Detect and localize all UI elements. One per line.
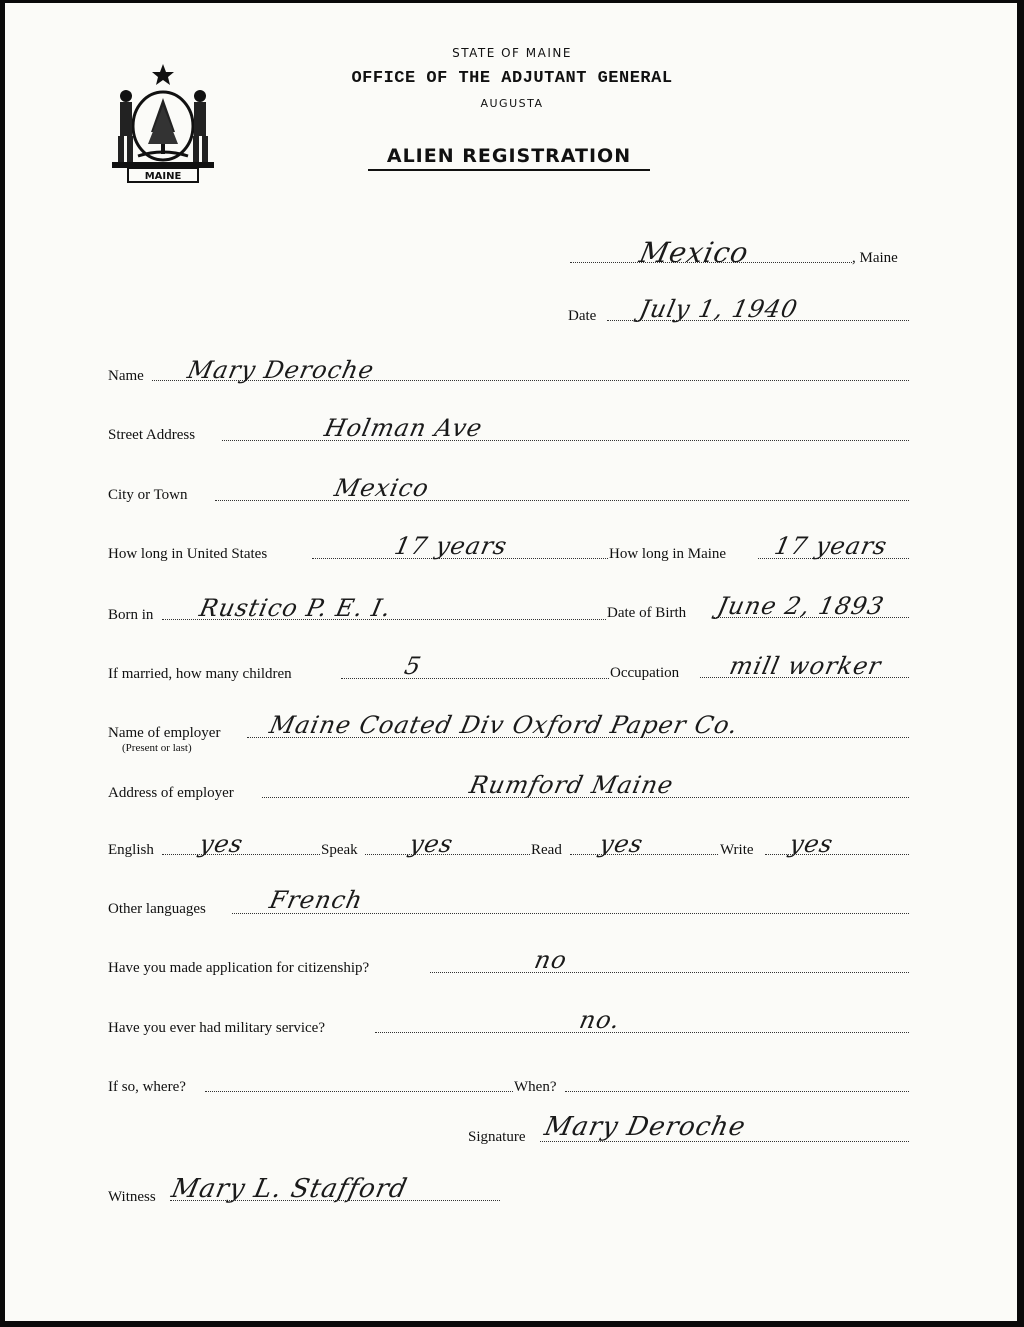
date-of-birth-value: June 2, 1893 <box>715 592 887 620</box>
name-value: Mary Deroche <box>185 356 377 384</box>
employer-value: Maine Coated Div Oxford Paper Co. <box>267 711 741 739</box>
maine-label: , Maine <box>852 250 898 266</box>
witness-label: Witness <box>108 1189 156 1205</box>
how-long-maine-label: How long in Maine <box>609 546 727 562</box>
street-address-value: Holman Ave <box>322 414 486 442</box>
header-office: OFFICE OF THE ADJUTANT GENERAL <box>351 69 673 88</box>
city-or-town-label: City or Town <box>108 487 188 503</box>
occupation-label: Occupation <box>610 665 680 681</box>
married-children-label: If married, how many children <box>108 666 292 682</box>
city-or-town-line <box>215 500 909 501</box>
header-city: AUGUSTA <box>480 97 544 110</box>
how-long-maine-value: 17 years <box>772 532 891 560</box>
military-line <box>375 1032 909 1033</box>
read-value: yes <box>597 830 647 858</box>
write-value: yes <box>787 830 837 858</box>
employer-label: Name of employer <box>108 725 221 741</box>
street-address-label: Street Address <box>108 427 196 443</box>
how-long-us-value: 17 years <box>392 532 511 560</box>
write-label: Write <box>720 842 754 858</box>
date-value: July 1, 1940 <box>637 295 801 323</box>
english-label: English <box>108 842 154 858</box>
occupation-value: mill worker <box>727 652 885 680</box>
witness-value: Mary L. Stafford <box>168 1174 411 1204</box>
military-label: Have you ever had military service? <box>108 1020 325 1036</box>
date-label: Date <box>568 308 597 324</box>
read-line <box>570 854 718 855</box>
how-long-us-label: How long in United States <box>108 546 268 562</box>
speak-label: Speak <box>321 842 358 858</box>
header-state: STATE OF MAINE <box>452 46 572 60</box>
other-languages-label: Other languages <box>108 901 206 917</box>
military-value: no. <box>577 1006 624 1034</box>
employer-address-value: Rumford Maine <box>467 771 677 799</box>
children-line <box>341 678 609 679</box>
if-so-where-line <box>205 1091 513 1092</box>
city-or-town-value: Mexico <box>332 474 432 502</box>
born-in-label: Born in <box>108 607 154 623</box>
if-so-where-label: If so, where? <box>108 1079 186 1095</box>
seal-text: MAINE <box>144 171 182 182</box>
employer-address-label: Address of employer <box>108 785 234 801</box>
form-title: ALIEN REGISTRATION <box>368 145 650 171</box>
town-value: Mexico <box>636 236 753 269</box>
born-in-value: Rustico P. E. I. <box>197 594 395 622</box>
name-label: Name <box>108 368 144 384</box>
speak-value: yes <box>407 830 457 858</box>
other-languages-value: French <box>267 886 366 914</box>
when-line <box>565 1091 909 1092</box>
children-value: 5 <box>402 652 425 680</box>
employer-sublabel: (Present or last) <box>122 742 192 754</box>
signature-label: Signature <box>468 1129 526 1145</box>
citizenship-line <box>430 972 909 973</box>
when-label: When? <box>514 1079 557 1095</box>
read-label: Read <box>531 842 562 858</box>
citizenship-label: Have you made application for citizenship? <box>108 960 370 976</box>
signature-value: Mary Deroche <box>541 1112 749 1142</box>
date-of-birth-label: Date of Birth <box>607 605 687 621</box>
english-line <box>162 854 320 855</box>
citizenship-value: no <box>532 946 570 974</box>
english-value: yes <box>197 830 247 858</box>
